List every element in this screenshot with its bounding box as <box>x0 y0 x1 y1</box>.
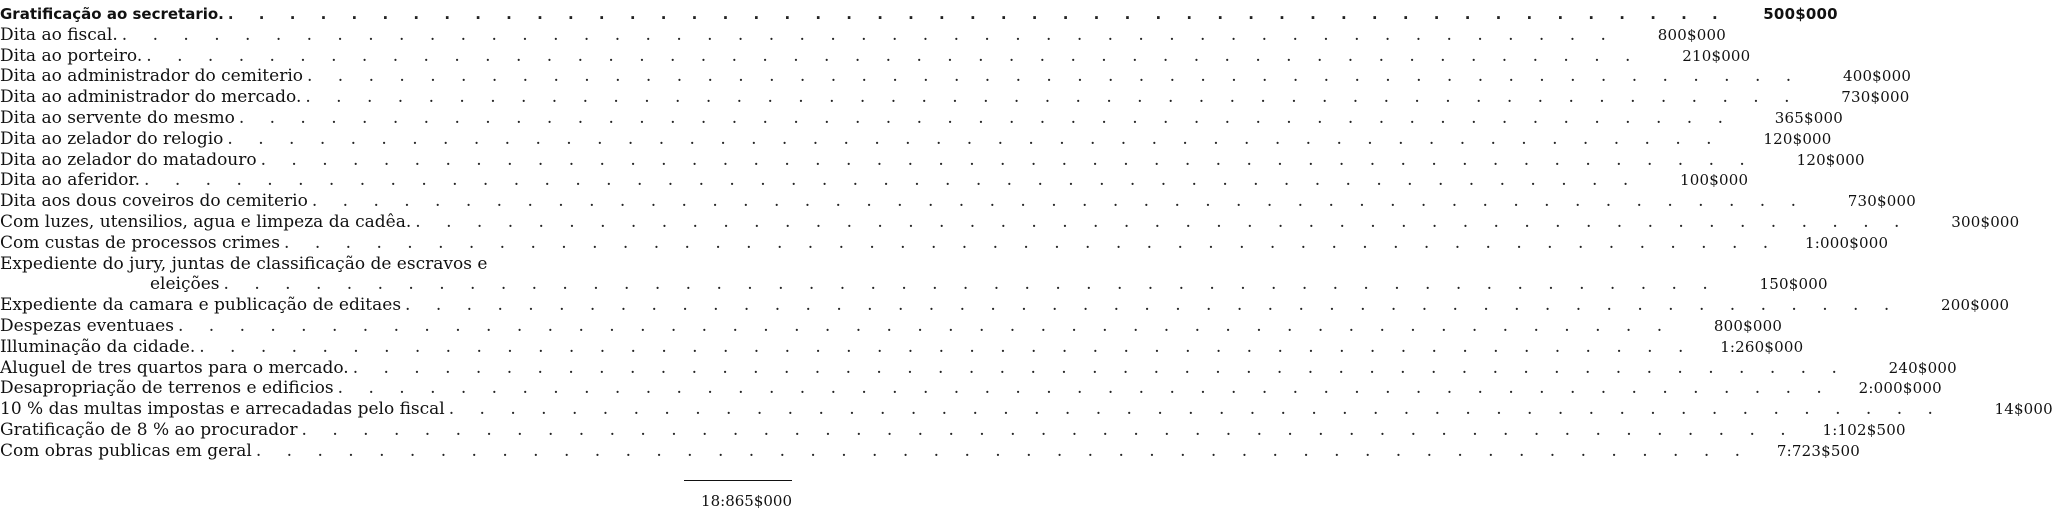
ledger-row-amount: 1:000$000 <box>1805 233 1889 252</box>
dot-leader <box>174 316 1672 337</box>
ledger-row <box>0 254 792 275</box>
ledger-row-amount: 1:260$000 <box>1720 337 1804 356</box>
ledger-row-description: Dita ao servente do mesmo <box>0 107 235 128</box>
ledger-row-description: Illuminação da cidade. <box>0 336 196 357</box>
ledger-row <box>0 4 1838 25</box>
dot-leader <box>235 108 1733 129</box>
ledger-row-amount: 2:000$000 <box>1858 379 1942 398</box>
dot-leader <box>220 274 1718 295</box>
ledger-row-amount: 7:723$500 <box>1776 441 1861 460</box>
ledger-row-description: Com custas de processos crimes <box>0 232 281 253</box>
dot-leader <box>257 150 1755 171</box>
ledger-row <box>0 357 1957 379</box>
ledger-total <box>682 480 792 511</box>
dot-leader <box>140 170 1638 191</box>
ledger-row <box>0 274 1828 295</box>
ledger-row-amount: 120$000 <box>1763 129 1832 148</box>
ledger-row-amount: 150$000 <box>1759 275 1828 294</box>
dot-leader <box>280 233 1778 254</box>
dot-leader <box>195 337 1693 358</box>
dot-leader <box>411 212 1909 233</box>
dot-leader <box>252 441 1750 462</box>
dot-leader <box>445 399 1943 420</box>
ledger-row-description: Dita ao administrador do mercado. <box>0 87 302 108</box>
dot-leader <box>303 66 1801 87</box>
ledger-row-amount: 800$000 <box>1657 25 1726 44</box>
ledger-row-description: eleições <box>150 274 220 295</box>
ledger-row-amount: 200$000 <box>1941 296 2010 315</box>
expense-ledger <box>0 4 2053 462</box>
ledger-row-description: Expediente da camara e publicação de editaes <box>0 295 402 316</box>
ledger-row-amount: 500$000 <box>1763 5 1838 23</box>
dot-leader <box>308 191 1806 212</box>
ledger-row-description: Dita ao administrador do cemiterio <box>0 66 303 87</box>
ledger-row-description: Desapropriação de terrenos e edificios <box>0 378 334 399</box>
dot-leader <box>349 358 1847 379</box>
dot-leader <box>401 295 1899 316</box>
dot-leader <box>142 46 1640 67</box>
ledger-row-amount: 730$000 <box>1841 88 1910 107</box>
ledger-row-description: Dita ao aferidor. <box>0 170 141 191</box>
ledger-row <box>0 378 1942 399</box>
ledger-row-description: Dita ao fiscal. <box>0 24 118 45</box>
ledger-row <box>0 24 1726 46</box>
ledger-row-amount: 240$000 <box>1888 358 1957 377</box>
ledger-row <box>0 211 2020 233</box>
ledger-row-amount: 100$000 <box>1680 171 1749 190</box>
dot-leader <box>223 129 1721 150</box>
ledger-row-amount: 120$000 <box>1796 150 1865 169</box>
dot-leader <box>334 378 1832 399</box>
ledger-row-description: Dita ao zelador do relogio <box>0 128 224 149</box>
ledger-row-description: Com luzes, utensilios, agua e limpeza da cadêa. <box>0 211 412 232</box>
ledger-row-description: Gratificação ao secretario. <box>0 5 224 23</box>
ledger-row-description: Aluguel de tres quartos para o mercado. <box>0 357 349 378</box>
ledger-row <box>0 399 2053 420</box>
ledger-row-amount: 800$000 <box>1713 316 1783 335</box>
ledger-row <box>0 128 1832 150</box>
ledger-row-amount: 210$000 <box>1682 46 1751 65</box>
ledger-row <box>0 191 1916 212</box>
ledger-row-description: 10 % das multas impostas e arrecadadas pelo fiscal <box>0 399 445 420</box>
ledger-row <box>0 440 1861 462</box>
ledger-row-description: Dita ao zelador do matadouro <box>0 149 257 170</box>
ledger-row <box>0 336 1804 358</box>
ledger-row <box>0 87 1910 108</box>
ledger-row <box>0 315 1783 337</box>
ledger-row-amount: 14$000 <box>1994 400 2053 419</box>
ledger-row <box>0 419 1906 441</box>
total-rule <box>684 480 792 481</box>
ledger-row <box>0 232 1889 254</box>
ledger-row-amount: 730$000 <box>1847 192 1916 211</box>
dot-leader <box>118 25 1616 46</box>
ledger-row <box>0 66 1912 87</box>
total-amount: 18:865$000 <box>701 492 792 510</box>
ledger-row <box>0 149 1865 171</box>
ledger-row-description: Dita ao porteiro. <box>0 45 143 66</box>
ledger-row-description: Expediente do jury, juntas de classificação de escravos e <box>0 253 488 274</box>
ledger-row-description: Gratificação de 8 % ao procurador <box>0 419 298 440</box>
ledger-row <box>0 295 2010 316</box>
ledger-row-description: Despezas eventuaes <box>0 315 174 336</box>
dot-leader <box>298 420 1796 441</box>
ledger-row <box>0 107 1843 129</box>
ledger-row-description: Dita aos dous coveiros do cemiterio <box>0 191 308 212</box>
ledger-row-amount: 400$000 <box>1842 67 1912 86</box>
ledger-row-amount: 365$000 <box>1774 108 1843 127</box>
ledger-row-amount: 1:102$500 <box>1822 420 1906 439</box>
ledger-row <box>0 45 1751 67</box>
ledger-row-description: Com obras publicas em geral <box>0 440 252 461</box>
dot-leader <box>224 4 1728 25</box>
dot-leader <box>301 87 1799 108</box>
ledger-row-amount: 300$000 <box>1951 212 2020 231</box>
ledger-row <box>0 170 1749 191</box>
